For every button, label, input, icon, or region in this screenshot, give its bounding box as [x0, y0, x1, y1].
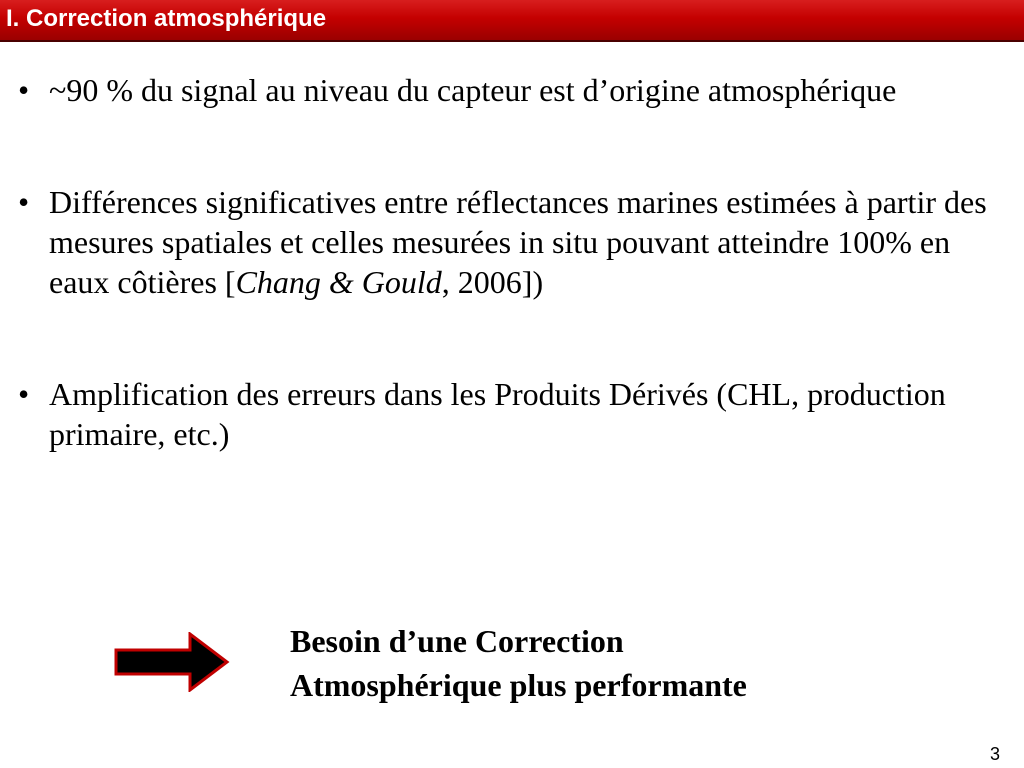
bullet-text: Amplification des erreurs dans les Produits Dérivés (CHL, production primaire, etc.): [49, 376, 946, 452]
conclusion-text: [290, 619, 930, 707]
bullet-marker: •: [18, 184, 30, 220]
slide-title: I. Correction atmosphérique: [6, 5, 327, 32]
bullet-text: Différences significatives entre réflectances marines estimées à partir des mesures spatiales et celles mesurées in situ pouvant atteindre 100% en eaux côtières [: [49, 184, 987, 300]
bullet-list: [18, 70, 1008, 454]
citation-authors: Chang & Gould: [235, 264, 442, 300]
title-bar: [0, 0, 1024, 42]
right-arrow-icon: [114, 632, 230, 692]
bullet-marker: •: [18, 376, 30, 412]
bullet-text: ~90 % du signal au niveau du capteur est d’origine atmosphérique: [49, 72, 897, 108]
citation-year: , 2006]): [441, 264, 544, 300]
conclusion-line-2: Atmosphérique plus performante: [290, 667, 747, 703]
bullet-item-signal: [18, 70, 1008, 110]
bullet-marker: •: [18, 72, 30, 108]
page-number: 3: [989, 744, 1000, 764]
bullet-item-reflectance: [18, 182, 1008, 302]
conclusion-line-1: Besoin d’une Correction: [290, 623, 624, 659]
bullet-item-errors: [18, 374, 1008, 454]
arrow-shape: [116, 634, 227, 690]
